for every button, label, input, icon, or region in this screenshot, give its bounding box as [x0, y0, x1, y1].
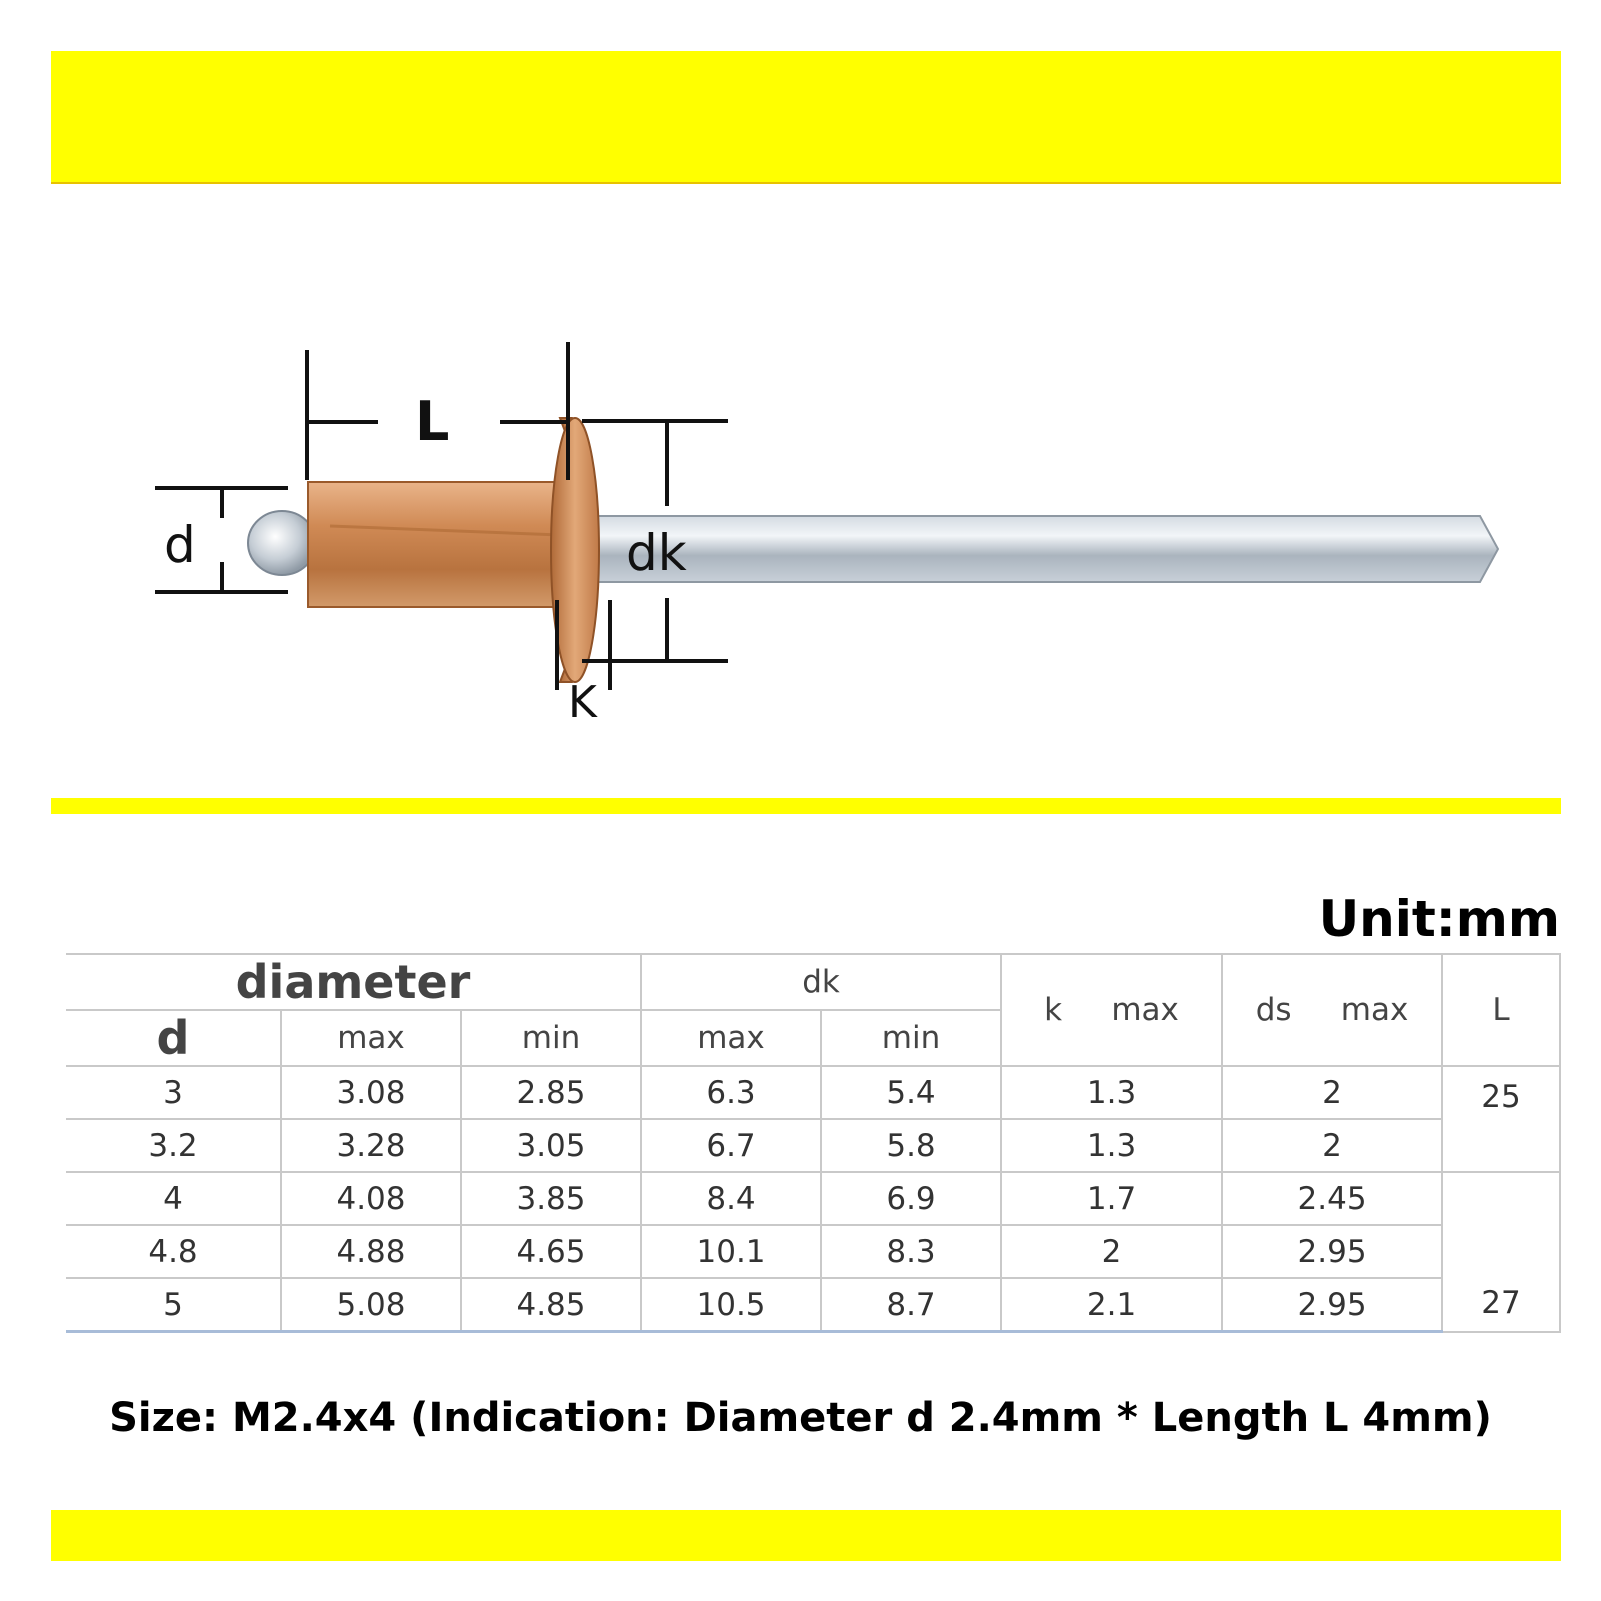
cell-ds-max: 2.95	[1222, 1225, 1442, 1278]
header-L: L	[1442, 954, 1560, 1066]
cell-diameter-max: 5.08	[281, 1278, 461, 1332]
table-header-row-1	[66, 954, 1560, 1010]
table-row	[66, 1119, 1560, 1172]
table-row	[66, 1278, 1560, 1332]
mandrel-tip	[248, 511, 316, 575]
cell-k-max: 1.3	[1001, 1119, 1222, 1172]
cell-k-max: 1.3	[1001, 1066, 1222, 1119]
cell-k-max: 2	[1001, 1225, 1222, 1278]
dimension-label-K: K	[568, 677, 597, 728]
rivet-dimension-diagram	[0, 330, 1601, 750]
cell-d: 5	[66, 1278, 281, 1332]
header-d: d	[66, 1010, 281, 1066]
size-note: Size: M2.4x4 (Indication: Diameter d 2.4mm * Length L 4mm)	[109, 1395, 1492, 1441]
header-diameter-max: max	[281, 1010, 461, 1066]
cell-diameter-max: 3.08	[281, 1066, 461, 1119]
cell-dk-min: 5.8	[821, 1119, 1001, 1172]
top-yellow-band	[51, 51, 1561, 184]
cell-ds-max: 2	[1222, 1066, 1442, 1119]
cell-dk-min: 5.4	[821, 1066, 1001, 1119]
dimension-label-d: d	[164, 516, 196, 574]
cell-dk-min: 8.3	[821, 1225, 1001, 1278]
cell-L: 27	[1442, 1172, 1560, 1332]
cell-dk-min: 8.7	[821, 1278, 1001, 1332]
cell-d: 3	[66, 1066, 281, 1119]
table-row	[66, 1066, 1560, 1119]
mandrel	[590, 516, 1498, 582]
header-ds-max: ds max	[1222, 954, 1442, 1066]
cell-ds-max: 2.45	[1222, 1172, 1442, 1225]
header-k-max: k max	[1001, 954, 1222, 1066]
dimension-label-L: L	[415, 390, 450, 453]
header-diameter: diameter	[66, 954, 641, 1010]
cell-diameter-min: 2.85	[461, 1066, 641, 1119]
cell-diameter-min: 4.85	[461, 1278, 641, 1332]
unit-label: Unit:mm	[1318, 890, 1560, 948]
cell-dk-min: 6.9	[821, 1172, 1001, 1225]
cell-diameter-max: 3.28	[281, 1119, 461, 1172]
cell-diameter-max: 4.08	[281, 1172, 461, 1225]
cell-dk-max: 6.7	[641, 1119, 821, 1172]
cell-L: 25	[1442, 1066, 1560, 1172]
cell-dk-max: 10.5	[641, 1278, 821, 1332]
cell-ds-max: 2.95	[1222, 1278, 1442, 1332]
header-dk-max: max	[641, 1010, 821, 1066]
table-row	[66, 1225, 1560, 1278]
cell-dk-max: 8.4	[641, 1172, 821, 1225]
rivet-body	[308, 482, 568, 607]
cell-ds-max: 2	[1222, 1119, 1442, 1172]
header-dk-min: min	[821, 1010, 1001, 1066]
cell-dk-max: 10.1	[641, 1225, 821, 1278]
cell-diameter-min: 3.05	[461, 1119, 641, 1172]
header-diameter-min: min	[461, 1010, 641, 1066]
cell-k-max: 2.1	[1001, 1278, 1222, 1332]
table-row	[66, 1172, 1560, 1225]
middle-yellow-band	[51, 798, 1561, 814]
cell-diameter-min: 3.85	[461, 1172, 641, 1225]
cell-diameter-max: 4.88	[281, 1225, 461, 1278]
spec-table-container	[66, 953, 1560, 1333]
cell-diameter-min: 4.65	[461, 1225, 641, 1278]
cell-d: 4	[66, 1172, 281, 1225]
rivet-spec-table	[66, 953, 1561, 1333]
cell-d: 4.8	[66, 1225, 281, 1278]
header-dk: dk	[641, 954, 1001, 1010]
dimension-label-dk: dk	[626, 524, 687, 582]
bottom-yellow-band	[51, 1510, 1561, 1561]
cell-k-max: 1.7	[1001, 1172, 1222, 1225]
cell-dk-max: 6.3	[641, 1066, 821, 1119]
cell-d: 3.2	[66, 1119, 281, 1172]
